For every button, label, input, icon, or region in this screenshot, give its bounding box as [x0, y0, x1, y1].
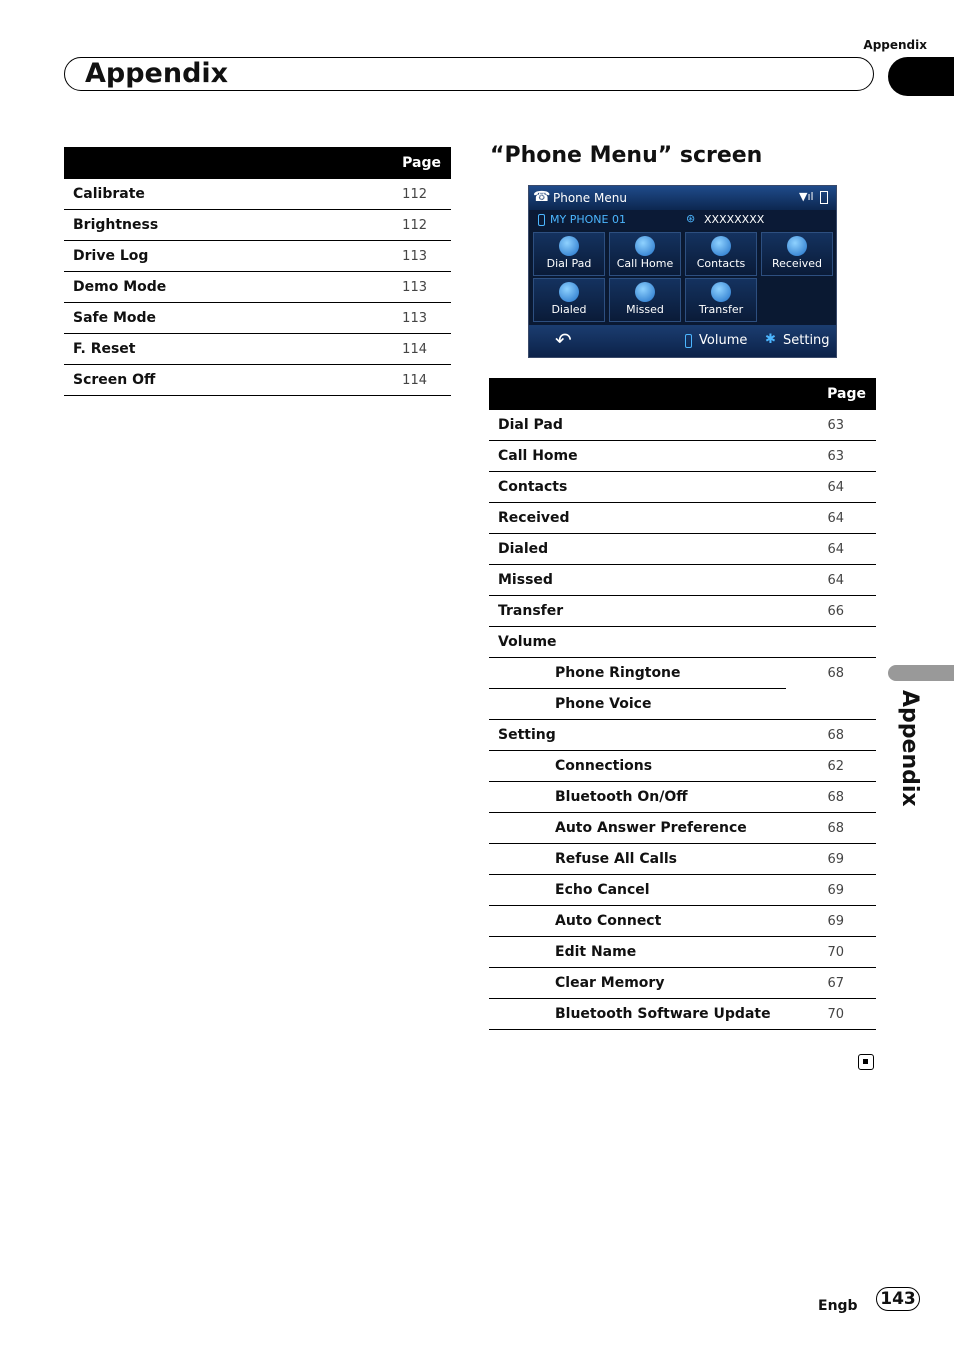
dialed-icon: [559, 282, 579, 302]
row-page: [786, 627, 876, 658]
battery-icon: [820, 191, 828, 204]
running-head: Appendix: [863, 38, 927, 52]
screen-bottom-bar: [529, 325, 836, 357]
row-label: Bluetooth On/Off: [489, 782, 786, 813]
row-page: 70: [786, 999, 876, 1030]
row-page: 68: [827, 665, 844, 681]
row-label: Contacts: [489, 472, 786, 503]
table-row: [489, 999, 876, 1030]
row-label: Connections: [489, 751, 786, 782]
table-row: [489, 720, 876, 751]
device-name: MY PHONE 01: [550, 213, 626, 226]
setting-button[interactable]: Setting: [783, 333, 830, 348]
row-page: 63: [786, 441, 876, 472]
row-label: Drive Log: [64, 241, 361, 272]
row-label: Bluetooth Software Update: [489, 999, 786, 1030]
title-bar: [64, 57, 874, 91]
row-page: 62: [786, 751, 876, 782]
globe-icon: ⊛: [686, 212, 696, 225]
row-label: Refuse All Calls: [489, 844, 786, 875]
row-label: Phone Voice: [489, 689, 786, 720]
missed-icon: [635, 282, 655, 302]
contacts-button[interactable]: [685, 232, 757, 276]
network-name: XXXXXXXX: [704, 213, 765, 226]
row-page: 64: [786, 565, 876, 596]
signal-icon: ▼ıl: [799, 190, 814, 203]
row-label: Screen Off: [64, 365, 361, 396]
row-page: 69: [786, 906, 876, 937]
phone-menu-table: [489, 378, 876, 1030]
table-row: [64, 179, 451, 210]
transfer-icon: [711, 282, 731, 302]
row-page: 68: [786, 782, 876, 813]
row-label: Calibrate: [64, 179, 361, 210]
page-column-header: Page: [786, 378, 876, 410]
section-tab: [888, 57, 954, 96]
row-label: Clear Memory: [489, 968, 786, 999]
volume-button[interactable]: Volume: [699, 333, 748, 348]
table-row: [489, 782, 876, 813]
table-row: [489, 472, 876, 503]
row-page: 69: [786, 875, 876, 906]
button-label: Missed: [626, 303, 664, 316]
table-row: [489, 937, 876, 968]
button-label: Contacts: [696, 257, 746, 270]
table-row: [64, 210, 451, 241]
row-page: 64: [786, 472, 876, 503]
mobile-icon: [538, 214, 545, 226]
row-label: Setting: [489, 720, 786, 751]
table-row: [489, 410, 876, 441]
contacts-icon: [711, 236, 731, 256]
side-tab: [888, 665, 954, 681]
row-page: 68: [786, 720, 876, 751]
row-page: 69: [786, 844, 876, 875]
table-row: [489, 503, 876, 534]
call-home-button[interactable]: [609, 232, 681, 276]
button-label: Received: [771, 257, 823, 270]
button-label: Dialed: [551, 303, 587, 316]
row-page: 113: [361, 241, 451, 272]
table-row: [64, 334, 451, 365]
phone-menu-screenshot: [528, 185, 837, 358]
row-page: [786, 689, 876, 720]
row-label: Edit Name: [489, 937, 786, 968]
row-page: 112: [361, 210, 451, 241]
row-page: 70: [786, 937, 876, 968]
table-row: [489, 906, 876, 937]
table-row: [64, 272, 451, 303]
settings-table: [64, 147, 451, 396]
row-label: Auto Answer Preference: [489, 813, 786, 844]
row-page: 114: [361, 334, 451, 365]
row-label: Phone Ringtone: [489, 658, 786, 689]
row-page: 68: [786, 813, 876, 844]
row-label: Demo Mode: [64, 272, 361, 303]
received-button[interactable]: [761, 232, 833, 276]
row-page: 112: [361, 179, 451, 210]
table-row: [64, 303, 451, 334]
phone-icon: ☎: [533, 189, 551, 205]
mobile-icon: [685, 334, 692, 348]
table-row: [489, 565, 876, 596]
row-label: F. Reset: [64, 334, 361, 365]
row-page: 67: [786, 968, 876, 999]
page-number: 143: [876, 1287, 920, 1311]
dial-pad-icon: [559, 236, 579, 256]
dial-pad-button[interactable]: [533, 232, 605, 276]
section-heading: “Phone Menu” screen: [490, 143, 763, 168]
row-label: Dial Pad: [489, 410, 786, 441]
page-column-header: Page: [361, 147, 451, 179]
table-row: [64, 365, 451, 396]
call-home-icon: [635, 236, 655, 256]
row-label: Call Home: [489, 441, 786, 472]
button-label: Call Home: [616, 257, 674, 270]
row-label: Volume: [489, 627, 786, 658]
row-page: 63: [786, 410, 876, 441]
row-label: Received: [489, 503, 786, 534]
row-page: 113: [361, 272, 451, 303]
table-row: [489, 844, 876, 875]
table-row: [489, 689, 876, 720]
received-icon: [787, 236, 807, 256]
button-label: Transfer: [698, 303, 744, 316]
table-row: [489, 596, 876, 627]
row-page: 66: [786, 596, 876, 627]
row-label: Brightness: [64, 210, 361, 241]
screen-title: Phone Menu: [553, 191, 627, 205]
row-page: 113: [361, 303, 451, 334]
row-page: 64: [786, 534, 876, 565]
table-row: [489, 968, 876, 999]
table-row: [489, 534, 876, 565]
dialed-button[interactable]: [533, 278, 605, 322]
transfer-button[interactable]: [685, 278, 757, 322]
button-label: Dial Pad: [546, 257, 592, 270]
row-label: Dialed: [489, 534, 786, 565]
end-mark-icon: [858, 1054, 874, 1070]
row-label: Missed: [489, 565, 786, 596]
table-row: [489, 813, 876, 844]
screen-header: [529, 186, 836, 210]
page-title: Appendix: [85, 58, 229, 89]
device-info-bar: [529, 210, 836, 230]
table-row: [489, 627, 876, 658]
row-label: Transfer: [489, 596, 786, 627]
row-label: Safe Mode: [64, 303, 361, 334]
side-label: Appendix: [897, 690, 922, 807]
table-row: [489, 875, 876, 906]
bluetooth-icon: ✱: [765, 332, 776, 347]
missed-button[interactable]: [609, 278, 681, 322]
row-page: 114: [361, 365, 451, 396]
language-label: Engb: [818, 1298, 858, 1314]
row-page: 64: [786, 503, 876, 534]
row-label: Echo Cancel: [489, 875, 786, 906]
table-row: [64, 241, 451, 272]
back-icon[interactable]: ↶: [555, 328, 572, 352]
table-row: [489, 658, 876, 689]
row-label: Auto Connect: [489, 906, 786, 937]
table-row: [489, 441, 876, 472]
table-row: [489, 751, 876, 782]
